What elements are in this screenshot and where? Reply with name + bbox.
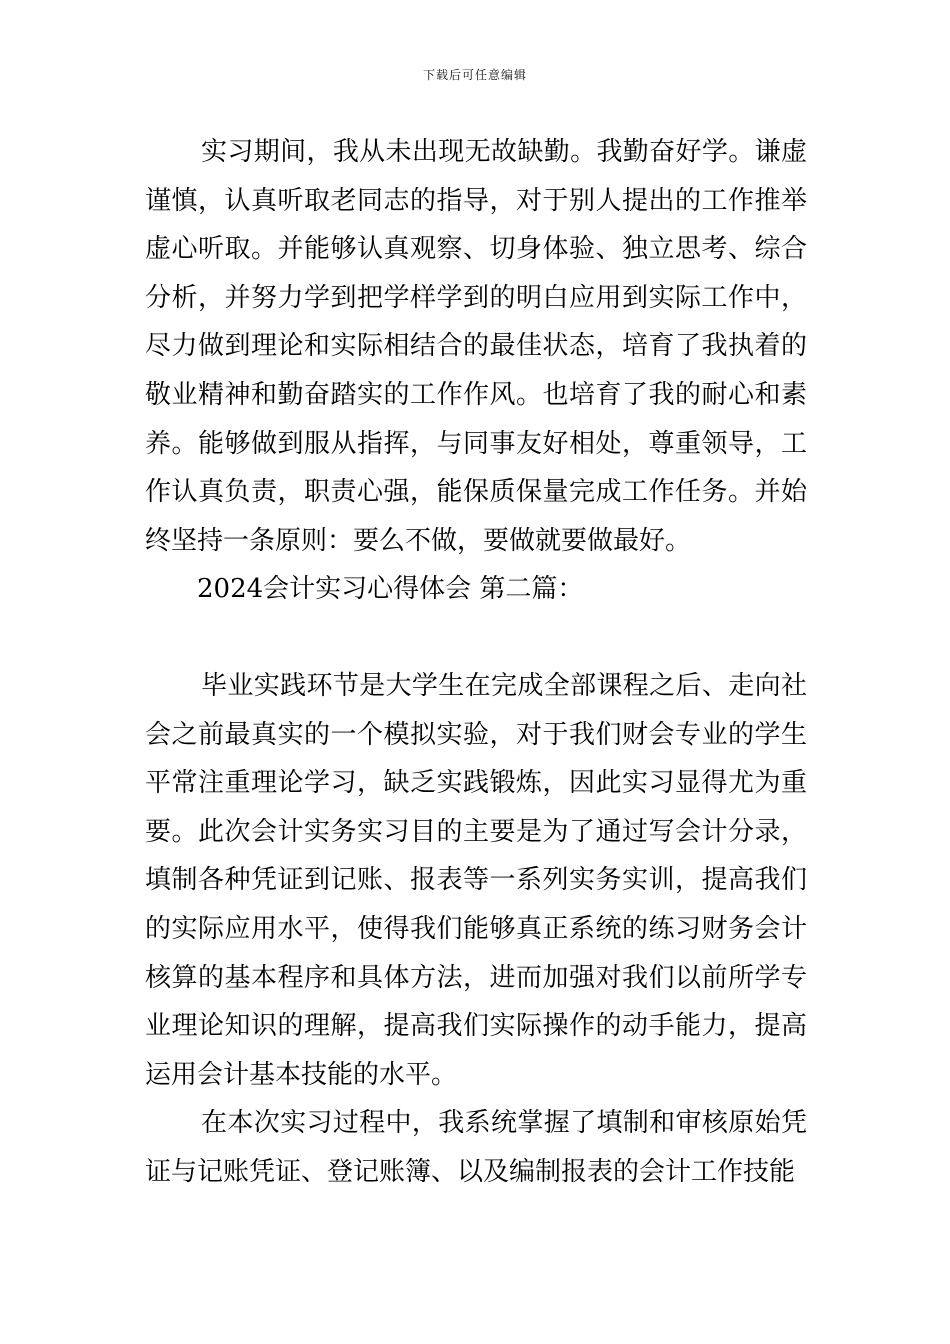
paragraph-internship-attitude: 实习期间，我从未出现无故缺勤。我勤奋好学。谦虚谨慎，认真听取老同志的指导，对于别人提出的工作推举虚心听取。并能够认真观察、切身体验、独立思考、综合分析，并努力学到把学样学到的明白应用到实际工作中，尽力做到理论和实际相结合的最佳状态，培育了我执着的敬业精神和勤奋踏实的工作作风。也培育了我的耐心和素养。能够做到服从指挥，与同事友好相处，尊重领导，工作认真负责，职责心强，能保质保量完成工作任务。并始终坚持一条原则：要么不做，要做就要做最好。 <box>145 137 807 556</box>
section-heading: 2024会计实习心得体会 第二篇： <box>197 574 584 605</box>
blank-line <box>145 614 807 662</box>
paragraph-practice-purpose: 毕业实践环节是大学生在完成全部课程之后、走向社会之前最真实的一个模拟实验，对于我们财会专业的学生平常注重理论学习，缺乏实践锻炼，因此实习显得尤为重要。此次会计实务实习目的主要是为了通过写会计分录，填制各种凭证到记账、报表等一系列实务实训，提高我们的实际应用水平，使得我们能够真正系统的练习财务会计核算的基本程序和具体方法，进而加强对我们以前所学专业理论知识的理解，提高我们实际操作的动手能力，提高运用会计基本技能的水平。 <box>145 670 807 1090</box>
paragraph-skills-learned: 在本次实习过程中，我系统掌握了填制和审核原始凭证与记账凭证、登记账簿、以及编制报表的会计工作技能 <box>145 1108 807 1187</box>
page-header-note: 下载后可任意编辑 <box>422 68 527 82</box>
document-body <box>145 128 807 1196</box>
